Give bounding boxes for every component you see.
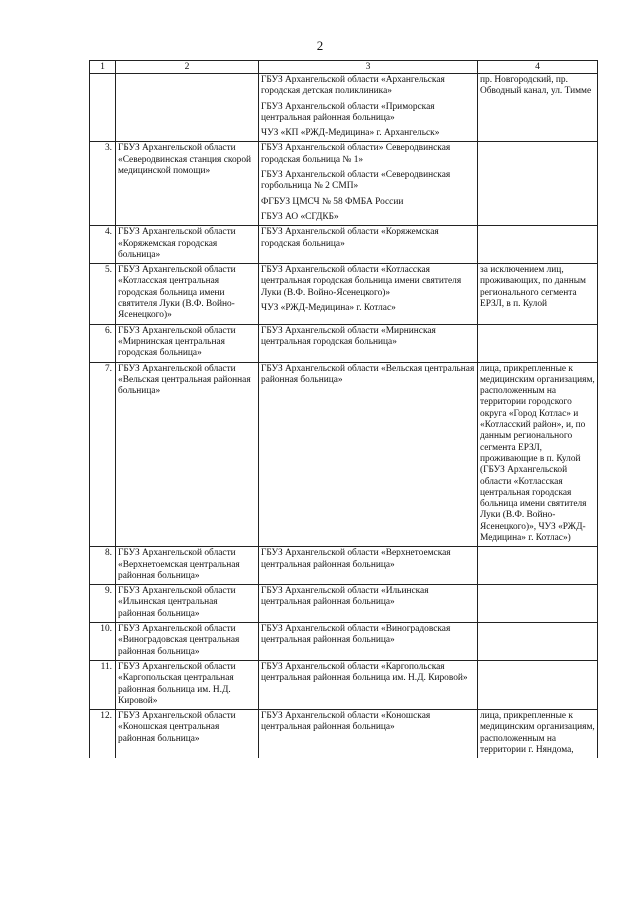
table-row	[90, 362, 598, 547]
dispatch-organization: ГБУЗ Архангельской области «Северодвинская станция скорой медицинской помощи»	[116, 142, 259, 226]
territory-note: лица, прикрепленные к медицинским организациям, расположенным на территории городского округа «Город Котлас» и «Котласский район», и, по данным регионального сегмента ЕРЗЛ, проживающие в п. Кулой (ГБУЗ Архангельской области «Котласская центральная городская больница имени святителя Луки (В.Ф. Войно-Ясенецкого)», ЧУЗ «РЖД-Медицина» г. Котлас»)	[478, 362, 598, 547]
table-row	[90, 226, 598, 264]
served-institutions	[259, 226, 478, 264]
row-number: 6.	[90, 324, 116, 362]
assignment-table	[89, 60, 598, 758]
table-row	[90, 264, 598, 324]
header-cell-2: 2	[116, 61, 259, 74]
territory-note	[478, 623, 598, 661]
served-institutions	[259, 585, 478, 623]
table-row	[90, 547, 598, 585]
table-row	[90, 585, 598, 623]
dispatch-organization: ГБУЗ Архангельской области «Верхнетоемская центральная районная больница»	[116, 547, 259, 585]
institution-entry: ГБУЗ Архангельской области «Коношская центральная районная больница»	[261, 711, 431, 733]
row-number: 9.	[90, 585, 116, 623]
territory-note	[478, 585, 598, 623]
institution-entry: ГБУЗ Архангельской области» Северодвинская городская больница № 1»	[261, 143, 451, 165]
served-institutions	[259, 710, 478, 759]
table-body	[90, 61, 598, 759]
table-row	[90, 142, 598, 226]
institution-entry: ГБУЗ Архангельской области «Мирнинская центральная городская больница»	[261, 325, 436, 347]
institution-entry: ФГБУЗ ЦМСЧ № 58 ФМБА России	[261, 196, 404, 207]
dispatch-organization: ГБУЗ Архангельской области «Виноградовская центральная районная больница»	[116, 623, 259, 661]
dispatch-organization	[116, 74, 259, 142]
header-cell-3: 3	[259, 61, 478, 74]
table-row	[90, 660, 598, 709]
page-number: 2	[316, 38, 324, 53]
institution-entry: ГБУЗ Архангельской области «Каргопольская центральная районная больница им. Н.Д. Кировой»	[261, 661, 468, 684]
dispatch-organization: ГБУЗ Архангельской области «Котласская центральная городская больница имени святителя Луки (В.Ф. Войно-Ясенецкого)»	[116, 264, 259, 324]
institution-entry: ЧУЗ «РЖД-Медицина» г. Котлас»	[261, 303, 396, 314]
dispatch-organization: ГБУЗ Архангельской области «Коряжемская городская больница»	[116, 226, 259, 264]
row-number	[90, 74, 116, 142]
header-cell-1: 1	[90, 61, 116, 74]
territory-note: пр. Новгородский, пр. Обводный канал, ул. Тимме	[478, 74, 598, 142]
served-institutions	[259, 324, 478, 362]
row-number: 4.	[90, 226, 116, 264]
institution-entry: ГБУЗ АО «СГДКБ»	[261, 211, 339, 222]
served-institutions	[259, 660, 478, 709]
table-row	[90, 623, 598, 661]
dispatch-organization: ГБУЗ Архангельской области «Каргопольская центральная районная больница им. Н.Д. Кировой»	[116, 660, 259, 709]
institution-entry: ГБУЗ Архангельской области «Котласская центральная городская больница имени святителя Луки (В.Ф. Войно-Ясенецкого)»	[261, 265, 462, 298]
territory-note	[478, 324, 598, 362]
territory-note: лица, прикрепленные к медицинским организациям, расположенным на территории г. Няндома,	[478, 710, 598, 759]
row-number: 5.	[90, 264, 116, 324]
table-row	[90, 74, 598, 142]
institution-entry: ГБУЗ Архангельской области «Виноградовская центральная районная больница»	[261, 624, 451, 646]
row-number: 7.	[90, 362, 116, 547]
row-number: 3.	[90, 142, 116, 226]
row-number: 8.	[90, 547, 116, 585]
served-institutions	[259, 264, 478, 324]
served-institutions	[259, 362, 478, 547]
territory-note	[478, 226, 598, 264]
institution-entry: ГБУЗ Архангельской области «Северодвинская горбольница № 2 СМП»	[261, 170, 451, 192]
territory-note	[478, 142, 598, 226]
institution-entry: ГБУЗ Архангельской области «Архангельская городская детская поликлиника»	[261, 75, 445, 97]
institution-entry: ГБУЗ Архангельской области «Коряжемская городская больница»	[261, 227, 439, 249]
header-cell-4: 4	[478, 61, 598, 74]
row-number: 11.	[90, 660, 116, 709]
territory-note	[478, 547, 598, 585]
institution-entry: ГБУЗ Архангельской области «Ильинская центральная районная больница»	[261, 586, 429, 608]
institution-entry: ГБУЗ Архангельской области «Приморская центральная районная больница»	[261, 101, 435, 123]
table-row	[90, 710, 598, 759]
dispatch-organization: ГБУЗ Архангельской области «Вельская центральная районная больница»	[116, 362, 259, 547]
institution-entry: ГБУЗ Архангельской области «Вельская центральная районная больница»	[261, 363, 475, 385]
territory-note: за исключением лиц, проживающих, по данным регионального сегмента ЕРЗЛ, в п. Кулой	[478, 264, 598, 324]
institution-entry: ГБУЗ Архангельской области «Верхнетоемская центральная районная больница»	[261, 548, 451, 570]
institution-entry: ЧУЗ «КП «РЖД-Медицина» г. Архангельск»	[261, 128, 440, 139]
served-institutions	[259, 74, 478, 142]
table-row	[90, 324, 598, 362]
row-number: 12.	[90, 710, 116, 759]
dispatch-organization: ГБУЗ Архангельской области «Коношская центральная районная больница»	[116, 710, 259, 759]
served-institutions	[259, 623, 478, 661]
row-number: 10.	[90, 623, 116, 661]
dispatch-organization: ГБУЗ Архангельской области «Мирнинская центральная городская больница»	[116, 324, 259, 362]
served-institutions	[259, 142, 478, 226]
table-header-row	[90, 61, 598, 74]
dispatch-organization: ГБУЗ Архангельской области «Ильинская центральная районная больница»	[116, 585, 259, 623]
served-institutions	[259, 547, 478, 585]
territory-note	[478, 660, 598, 709]
